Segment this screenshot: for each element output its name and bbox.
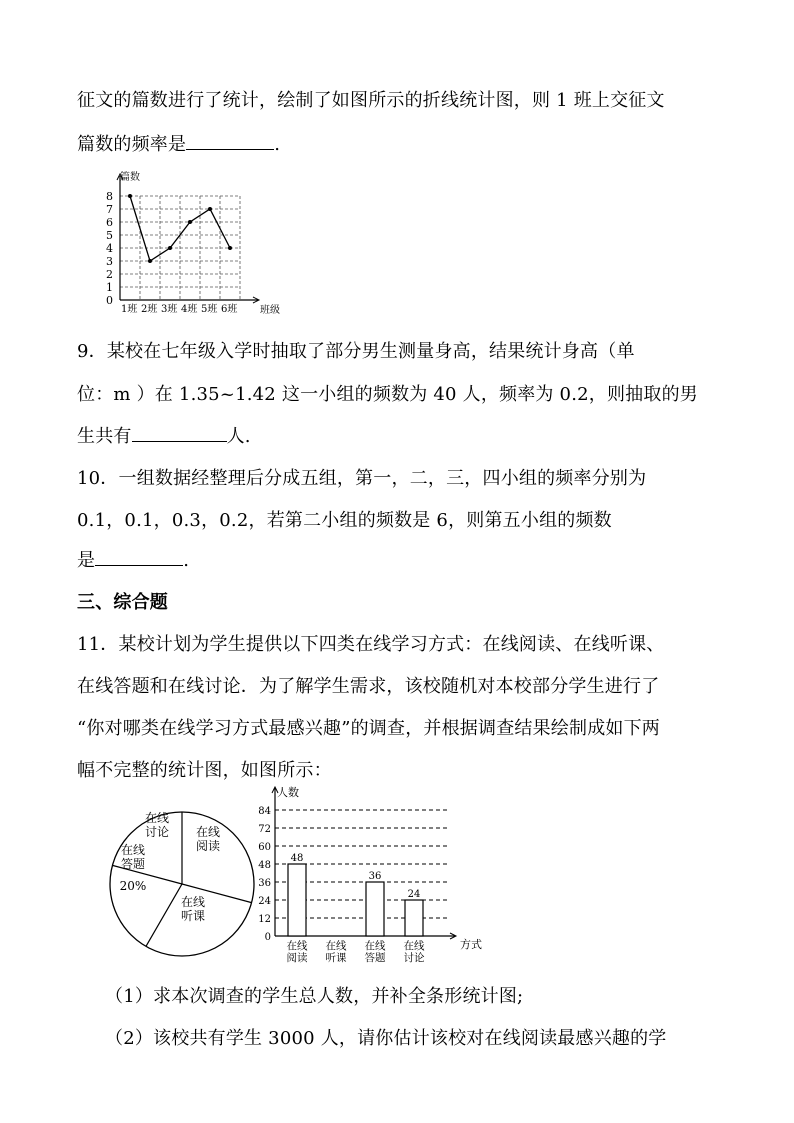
line-chart-y-label: 篇数: [120, 172, 140, 183]
q8-line-2: [77, 130, 280, 156]
pie-slice-label: 阅读: [195, 839, 221, 853]
answer-blank-q8: [186, 131, 274, 150]
q11-sub-2: （2）该校共有学生 3000 人，请你估计该校对在线阅读最感兴趣的学: [105, 1028, 667, 1049]
x-tick-label: 听课: [325, 952, 347, 964]
section-heading: 三、综合题: [77, 592, 168, 613]
x-tick-label: 5班: [201, 304, 218, 315]
y-tick-label: 48: [258, 860, 271, 871]
line-chart-x-label: 班级: [260, 305, 280, 316]
q9-line-3-text: 生共有: [77, 426, 132, 447]
x-tick-label: 阅读: [286, 952, 308, 964]
data-point: [228, 246, 232, 250]
q10-line-3-end: .: [183, 550, 190, 571]
data-point: [188, 220, 192, 224]
bar-value-label: 48: [290, 853, 304, 864]
line-chart-axes: [117, 174, 259, 303]
bar-chart-x-label: 方式: [460, 938, 482, 951]
q8-line-2-end: .: [274, 134, 281, 155]
answer-blank-q10: [95, 547, 183, 566]
data-point: [128, 194, 132, 198]
q11-line-4: 幅不完整的统计图，如图所示：: [77, 760, 332, 781]
y-tick-label: 6: [106, 216, 113, 229]
pie-slice-label: 在线: [180, 895, 206, 909]
y-tick-label: 24: [258, 896, 271, 907]
y-tick-label: 7: [106, 203, 113, 216]
q11-line-1: 11．某校计划为学生提供以下四类在线学习方式：在线阅读、在线听课、: [77, 634, 665, 655]
x-tick-label: 在线: [286, 940, 308, 952]
y-tick-label: 8: [106, 190, 113, 203]
line-chart-y-ticks: [106, 190, 113, 307]
x-tick-label: 答题: [364, 952, 386, 964]
y-tick-label: 84: [258, 806, 271, 817]
bar-value-label: 36: [368, 871, 382, 882]
q10-line-3-text: 是: [77, 550, 96, 571]
q10-line-2: 0.1，0.1，0.3，0.2，若第二小组的频数是 6，则第五小组的频数: [77, 510, 612, 531]
line-chart-grid: [120, 196, 240, 300]
y-tick-label: 60: [258, 842, 271, 853]
q9-line-1: 9．某校在七年级入学时抽取了部分男生测量身高，结果统计身高（单: [77, 341, 635, 362]
data-point: [208, 207, 212, 211]
bar: [366, 882, 384, 936]
line-chart: [100, 168, 300, 320]
bar-chart-y-label: 人数: [277, 786, 299, 799]
y-tick-label: 2: [106, 268, 113, 281]
pie-slice-label: 讨论: [144, 825, 170, 839]
x-tick-label: 讨论: [403, 952, 425, 964]
x-tick-label: 2班: [141, 304, 158, 315]
q8-line-2-text: 篇数的频率是: [77, 134, 187, 155]
bar: [288, 864, 306, 936]
q10-line-3: [77, 546, 189, 572]
y-tick-label: 3: [106, 255, 113, 268]
bar-chart: [255, 782, 495, 972]
q8-line-1: 征文的篇数进行了统计，绘制了如图所示的折线统计图，则 1 班上交征文: [77, 90, 665, 111]
x-tick-label: 在线: [403, 940, 425, 952]
pie-slice-percent: 20%: [119, 879, 147, 893]
pie-slice-label: 在线: [144, 811, 170, 825]
x-tick-label: 1班: [121, 304, 138, 315]
answer-blank-q9: [132, 423, 227, 442]
bar: [405, 900, 423, 936]
q9-line-3: [77, 422, 251, 448]
q11-line-2: 在线答题和在线讨论．为了解学生需求，该校随机对本校部分学生进行了: [77, 676, 660, 697]
q11-line-3: “你对哪类在线学习方式最感兴趣”的调查，并根据调查结果绘制成如下两: [77, 718, 661, 739]
pie-slice-label: 听课: [180, 909, 206, 923]
x-tick-label: 6班: [221, 304, 238, 315]
x-tick-label: 在线: [364, 940, 386, 952]
q9-line-2: 位：m ）在 1.35~1.42 这一小组的频数为 40 人，频率为 0.2，则抽取的男: [77, 384, 698, 405]
y-tick-label: 0: [264, 932, 271, 943]
y-tick-label: 72: [258, 824, 271, 835]
x-tick-label: 4班: [181, 304, 198, 315]
y-tick-label: 0: [106, 294, 113, 307]
x-tick-label: 在线: [325, 940, 347, 952]
line-chart-x-ticks: [121, 302, 237, 315]
q11-sub-1: （1）求本次调查的学生总人数，并补全条形统计图;: [105, 986, 524, 1007]
y-tick-label: 4: [106, 242, 113, 255]
pie-chart: [105, 794, 260, 964]
x-tick-label: 3班: [161, 304, 178, 315]
bar-value-label: 24: [407, 889, 421, 900]
pie-slice-label: 在线: [120, 843, 146, 857]
pie-chart-slices: [110, 810, 254, 956]
data-point: [148, 259, 152, 263]
q10-line-1: 10．一组数据经整理后分成五组，第一，二，三，四小组的频率分别为: [77, 468, 647, 489]
bar-chart-bars: [288, 853, 423, 936]
y-tick-label: 5: [106, 229, 113, 242]
bar-chart-x-ticks: [287, 939, 425, 964]
y-tick-label: 36: [258, 878, 271, 889]
data-point: [168, 246, 172, 250]
y-tick-label: 1: [106, 281, 113, 294]
pie-slice-label: 在线: [195, 825, 221, 839]
q9-line-3-end: 人.: [226, 426, 251, 447]
pie-slice-label: 答题: [120, 857, 146, 871]
bar-chart-y-ticks: [258, 806, 271, 943]
y-tick-label: 12: [258, 914, 271, 925]
